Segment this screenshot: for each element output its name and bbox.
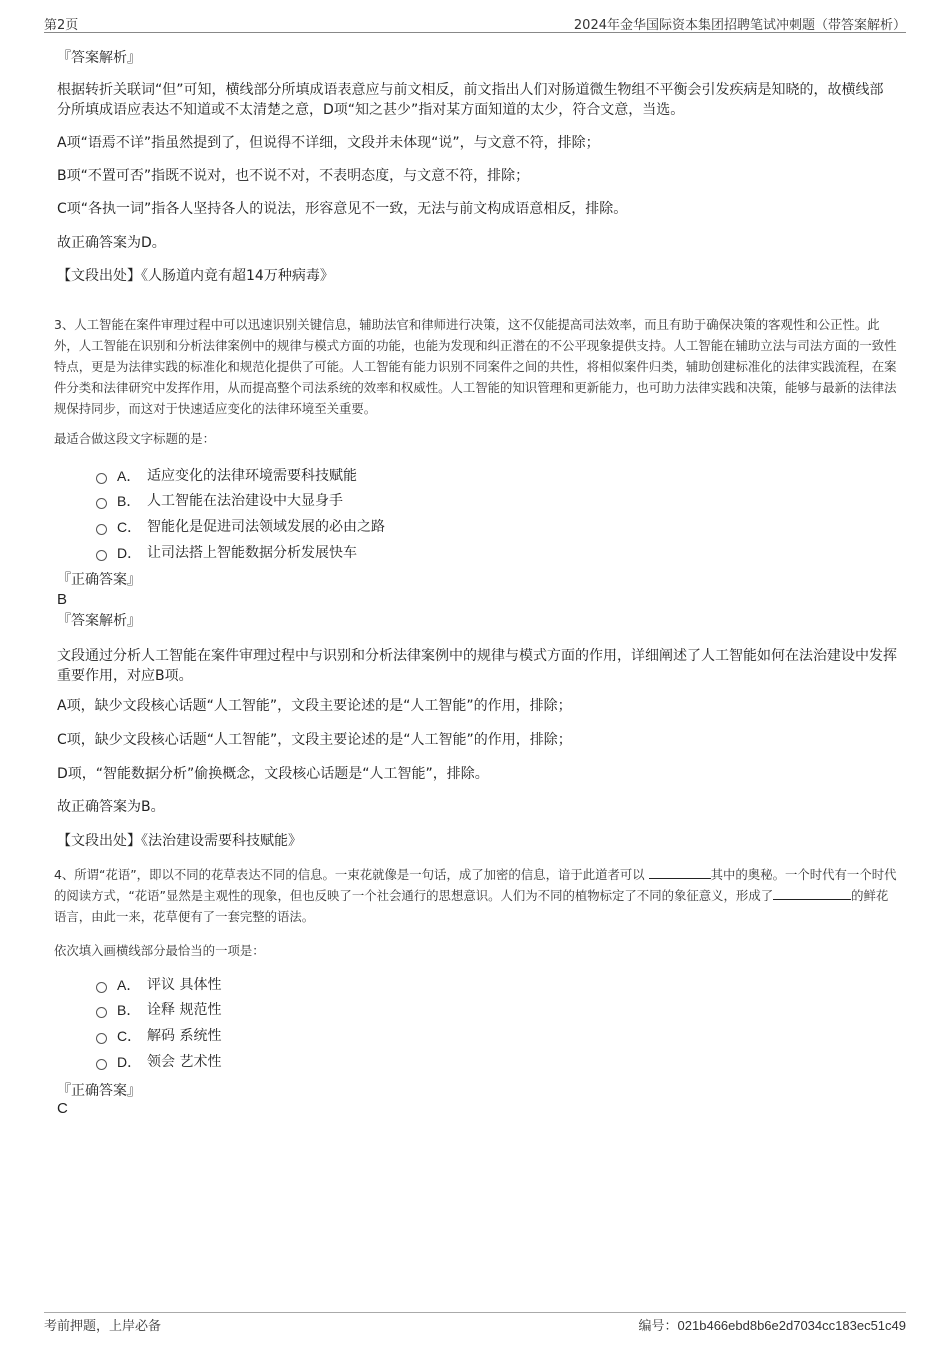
option-text: 领会 艺术性 (147, 1054, 222, 1070)
option-letter: D． (117, 545, 142, 561)
option-letter: A． (117, 977, 141, 993)
q3-source: 【文段出处】《法治建设需要科技赋能》 (57, 833, 302, 849)
radio-icon[interactable] (96, 473, 107, 484)
page-header (44, 14, 906, 33)
q2-option-a-explanation: A项“语焉不详”指虽然提到了，但说得不详细，文段并未体现“说”，与文意不符，排除； (57, 135, 600, 151)
q2-source: 【文段出处】《人肠道内竟有超14万种病毒》 (57, 268, 334, 284)
q4-stem-part2: 其中的奥秘。一个时代有一个时代的阅读方式，“花语”显然是主观性的现象，但也反映了一个社会通行的思想意识。人们为不同的植物标定了不同的象征意义，形成了 (54, 867, 897, 903)
q3-option-d[interactable] (96, 542, 357, 564)
page-number: 第2页 (44, 18, 79, 33)
option-letter: B． (117, 493, 141, 509)
q2-analysis-label: 『答案解析』 (57, 50, 141, 66)
q3-conclusion: 故正确答案为B。 (57, 799, 165, 815)
footer-slogan: 考前押题，上岸必备 (44, 1319, 162, 1334)
q3-answer: B (57, 591, 68, 608)
radio-icon[interactable] (96, 1059, 107, 1070)
option-letter: B． (117, 1002, 141, 1018)
q3-option-a-explanation: A项，缺少文段核心话题“人工智能”，文段主要论述的是“人工智能”的作用，排除； (57, 698, 572, 714)
option-text: 智能化是促进司法领域发展的必由之路 (147, 519, 385, 535)
option-letter: C． (117, 519, 142, 535)
radio-icon[interactable] (96, 1033, 107, 1044)
q3-answer-label: 『正确答案』 (57, 572, 141, 588)
q3-analysis-text: 文段通过分析人工智能在案件审理过程中与识别和分析法律案例中的规律与模式方面的作用，详细阐述了人工智能如何在法治建设中发挥重要作用，对应B项。 (57, 648, 897, 684)
q2-option-c-explanation: C项“各执一词”指各人坚持各人的说法，形容意见不一致，无法与前文构成语意相反，排除。 (57, 201, 628, 217)
fill-blank-2 (773, 885, 851, 900)
radio-icon[interactable] (96, 524, 107, 535)
q3-option-a[interactable] (96, 465, 357, 487)
q3-analysis-label: 『答案解析』 (57, 613, 141, 629)
document-title: 2024年金华国际资本集团招聘笔试冲刺题（带答案解析） (573, 18, 906, 33)
q4-answer-label: 『正确答案』 (57, 1083, 141, 1099)
q3-option-b[interactable] (96, 490, 343, 512)
radio-icon[interactable] (96, 550, 107, 561)
q4-answer: C (57, 1100, 68, 1117)
code-value: 021b466ebd8b6e2d7034cc183ec51c49 (677, 1318, 906, 1333)
q3-option-d-explanation: D项，“智能数据分析”偷换概念，文段核心话题是“人工智能”，排除。 (57, 766, 489, 782)
option-text: 适应变化的法律环境需要科技赋能 (147, 468, 357, 484)
q3-option-c[interactable] (96, 516, 385, 538)
fill-blank-1 (649, 864, 711, 879)
document-code (639, 1315, 906, 1334)
radio-icon[interactable] (96, 1007, 107, 1018)
option-text: 让司法搭上智能数据分析发展快车 (147, 545, 357, 561)
q4-stem-part1: 4、所谓“花语”，即以不同的花草表达不同的信息。一束花就像是一句话，成了加密的信息，谙于此道者可以 (54, 867, 649, 882)
option-text: 诠释 规范性 (147, 1002, 222, 1018)
q4-stem-part3: 的鲜花语言，由此一来，花草便有了一套完整的语法。 (54, 888, 889, 924)
q3-prompt: 最适合做这段文字标题的是： (54, 431, 216, 446)
q4-prompt: 依次填入画横线部分最恰当的一项是： (54, 943, 265, 958)
option-text: 评议 具体性 (147, 977, 222, 993)
q3-stem: 3、人工智能在案件审理过程中可以迅速识别关键信息，辅助法官和律师进行决策，这不仅能提高司法效率，而且有助于确保决策的客观性和公正性。此外，人工智能在识别和分析法律案例中的规律与模式方面的功能，也能为发现和纠正潜在的不公平现象提供支持。人工智能在辅助立法与司法方面的一致性特点，更是为法律实践的标准化和规范化提供了可能。人工智能有能力识别不同案件之间的共性，将相似案件归类，辅助创建标准化的法律实践流程，在案件分类和法律研究中发挥作用，从而提高整个司法系统的效率和权威性。人工智能的知识管理和更新能力，也可助力法律实践和决策，能够与最新的法律法规保持同步，而这对于快速适应变化的法律环境至关重要。 (54, 317, 897, 416)
option-letter: C． (117, 1028, 142, 1044)
radio-icon[interactable] (96, 982, 107, 993)
q4-option-b[interactable] (96, 999, 221, 1021)
q4-option-c[interactable] (96, 1025, 221, 1047)
q3-option-c-explanation: C项，缺少文段核心话题“人工智能”，文段主要论述的是“人工智能”的作用，排除； (57, 732, 572, 748)
q4-option-d[interactable] (96, 1051, 221, 1073)
page-footer (44, 1312, 906, 1337)
q4-option-a[interactable] (96, 974, 221, 996)
option-letter: A． (117, 468, 141, 484)
radio-icon[interactable] (96, 498, 107, 509)
option-text: 解码 系统性 (147, 1028, 222, 1044)
q2-analysis-text: 根据转折关联词“但”可知，横线部分所填成语表意应与前文相反，前文指出人们对肠道微生物组不平衡会引发疾病是知晓的，故横线部分所填成语应表达不知道或不太清楚之意，D项“知之甚少”指对某方面知道的太少，符合文意，当选。 (57, 82, 884, 118)
code-label: 编号： (638, 1319, 678, 1334)
q2-option-b-explanation: B项“不置可否”指既不说对，也不说不对，不表明态度，与文意不符，排除； (57, 168, 530, 184)
q2-conclusion: 故正确答案为D。 (57, 235, 166, 251)
option-letter: D． (117, 1054, 142, 1070)
q4-stem (54, 864, 899, 927)
option-text: 人工智能在法治建设中大显身手 (147, 493, 343, 509)
